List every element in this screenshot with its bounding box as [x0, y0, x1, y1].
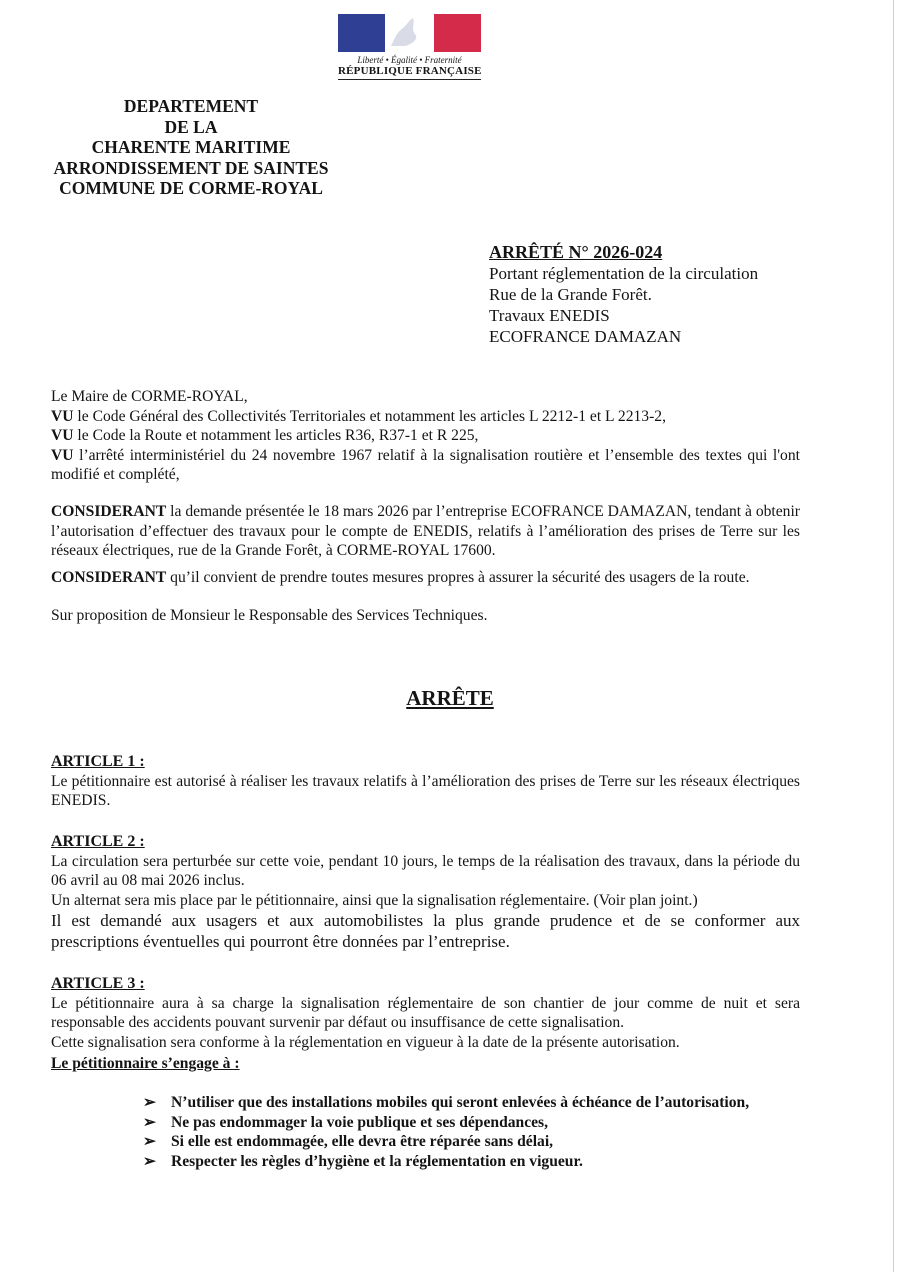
- article-3: [51, 974, 800, 1074]
- arrow-bullet-icon: ➢: [143, 1113, 157, 1131]
- considerant-2: CONSIDERANT qu’il convient de prendre toutes mesures propres à assurer la sécurité des usagers de la route.: [51, 569, 750, 586]
- republique-francaise-label: RÉPUBLIQUE FRANÇAISE: [338, 65, 481, 80]
- arrow-bullet-icon: ➢: [143, 1133, 157, 1150]
- department-line: CHARENTE MARITIME: [91, 137, 291, 157]
- article-title: ARTICLE 1 :: [51, 753, 145, 770]
- article-2: [51, 832, 800, 952]
- article-text: Un alternat sera mis place par le pétitionnaire, ainsi que la signalisation réglementaire. (Voir plan joint.): [51, 891, 698, 909]
- arrow-bullet-icon: ➢: [143, 1094, 157, 1111]
- list-item: ➢ Respecter les règles d’hygiène et la réglementation en vigueur.: [143, 1152, 583, 1170]
- tricolor-flag: [338, 14, 481, 52]
- article-text: Le pétitionnaire est autorisé à réaliser les travaux relatifs à l’amélioration des prises de Terre sur les réseaux électriques ENEDIS.: [51, 772, 800, 809]
- arrete-subject-line: Travaux ENEDIS: [489, 306, 610, 325]
- arrete-number: ARRÊTÉ N° 2026-024: [489, 242, 663, 262]
- vu-clause: VU le Code Général des Collectivités Territoriales et notamment les articles L 2212-1 et L 2213-2,: [51, 407, 666, 425]
- preamble: [51, 387, 800, 485]
- list-item: ➢ Ne pas endommager la voie publique et ses dépendances,: [143, 1113, 549, 1131]
- republic-motto: Liberté • Égalité • Fraternité: [357, 55, 462, 65]
- article-text: Il est demandé aux usagers et aux automobilistes la plus grande prudence et de se conformer aux prescriptions éventuelles qui pourront être données par l’entreprise.: [51, 911, 800, 951]
- engagement-list: [143, 1093, 749, 1171]
- department-line: ARRONDISSEMENT DE SAINTES: [53, 157, 329, 178]
- page-edge: [893, 0, 894, 1272]
- arrete-subject-line: ECOFRANCE DAMAZAN: [489, 327, 682, 346]
- department-header: [36, 96, 346, 199]
- department-line: DE LA: [164, 116, 218, 137]
- article-title: ARTICLE 2 :: [51, 833, 145, 850]
- proposition-line: Sur proposition de Monsieur le Responsable des Services Techniques.: [51, 607, 488, 624]
- engagement-title: Le pétitionnaire s’engage à :: [51, 1055, 240, 1072]
- article-text: La circulation sera perturbée sur cette voie, pendant 10 jours, le temps de la réalisation des travaux, dans la période du 06 avril au 08 mai 2026 inclus.: [51, 852, 800, 889]
- arrete-heading-box: [489, 242, 758, 347]
- department-line: COMMUNE DE CORME-ROYAL: [59, 178, 323, 198]
- arrow-bullet-icon: ➢: [143, 1152, 157, 1170]
- article-text: Le pétitionnaire aura à sa charge la signalisation réglementaire de son chantier de jour comme de nuit et sera responsable des accidents pouvant survenir par défaut ou insuffisance de cette signalisation.: [51, 994, 800, 1031]
- department-line: DEPARTEMENT: [123, 96, 259, 116]
- article-title: ARTICLE 3 :: [51, 975, 145, 992]
- maire-line: Le Maire de CORME-ROYAL,: [51, 388, 248, 405]
- arrete-subject-line: Portant réglementation de la circulation: [489, 264, 759, 283]
- marianne-logo: [338, 14, 481, 80]
- decision-title: ARRÊTE: [406, 686, 494, 710]
- marianne-profile-icon: [385, 14, 433, 52]
- vu-clause: VU l’arrêté interministériel du 24 novembre 1967 relatif à la signalisation routière et l’ensemble des textes qui l'ont modifié et complété,: [51, 446, 800, 483]
- article-1: [51, 752, 800, 811]
- article-text: Cette signalisation sera conforme à la réglementation en vigueur à la date de la présente autorisation.: [51, 1033, 680, 1051]
- arrete-subject-line: Rue de la Grande Forêt.: [489, 285, 652, 304]
- considerant-1: CONSIDERANT la demande présentée le 18 mars 2026 par l’entreprise ECOFRANCE DAMAZAN, tendant à obtenir l’autorisation d’effectuer des travaux pour le compte de ENEDIS, relatifs à l’amélioration des prises de Terre sur les réseaux électriques, rue de la Grande Forêt, à CORME-ROYAL 17600.: [51, 503, 800, 559]
- list-item: ➢ N’utiliser que des installations mobiles qui seront enlevées à échéance de l’autorisation,: [143, 1094, 750, 1111]
- list-item: ➢ Si elle est endommagée, elle devra être réparée sans délai,: [143, 1133, 554, 1150]
- vu-clause: VU le Code la Route et notamment les articles R36, R37-1 et R 225,: [51, 427, 479, 444]
